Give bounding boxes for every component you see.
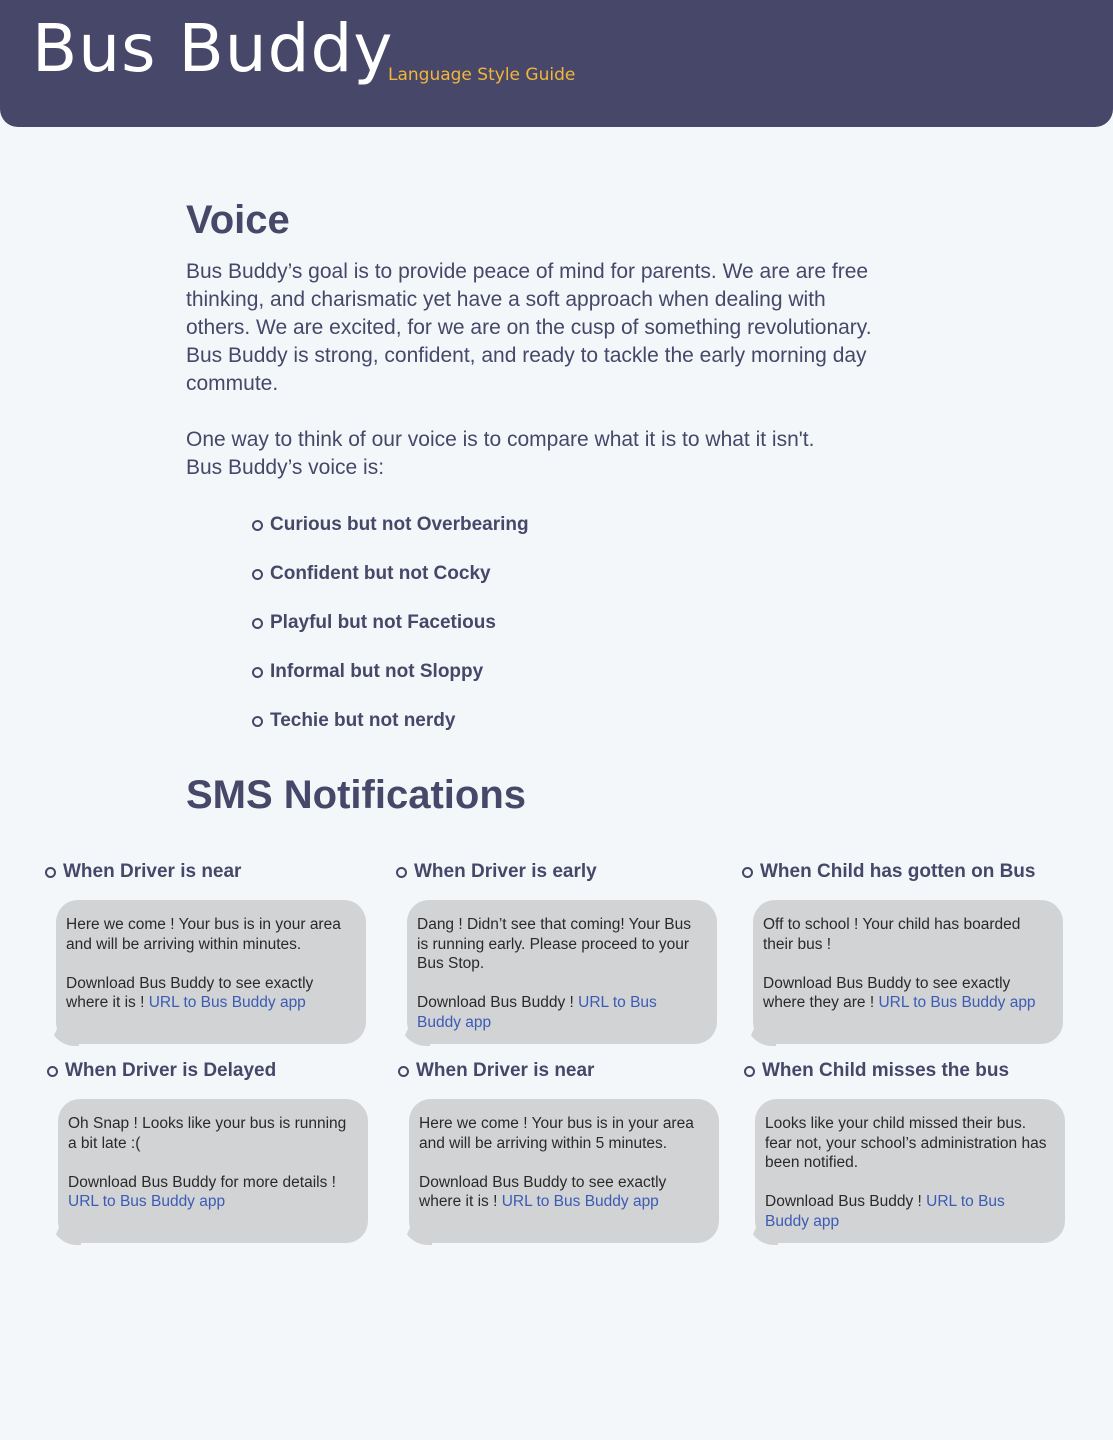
sms-app-link[interactable]: URL to Bus Buddy app (765, 1193, 1005, 1230)
sms-bubble (753, 900, 1063, 1044)
voice-heading: Voice (186, 198, 290, 242)
sms-message-text: Looks like your child missed their bus. fear not, your school’s administration has been notified. Download Bus Buddy ! (765, 1115, 1047, 1211)
guide-subtitle: Language Style Guide (388, 65, 576, 85)
sms-card-label (742, 861, 1035, 883)
trait-item (252, 612, 529, 661)
sms-card-label-text: When Driver is Delayed (65, 1060, 277, 1081)
sms-message-text: Off to school ! Your child has boarded their bus ! Download Bus Buddy to see exactly where they are ! (763, 916, 1021, 1012)
sms-card-label (744, 1060, 1009, 1082)
trait-item (252, 563, 529, 612)
sms-message (765, 1114, 1050, 1232)
sms-bubble (407, 900, 717, 1044)
voice-traits-list (252, 514, 529, 759)
voice-intro-line: Bus Buddy’s voice is: (186, 456, 385, 479)
bubble-tail (49, 1020, 79, 1046)
bullet-circle-icon (252, 618, 263, 629)
sms-card-label (398, 1060, 594, 1082)
sms-message (68, 1114, 353, 1212)
trait-text: Informal but not Sloppy (270, 661, 484, 682)
sms-message (419, 1114, 704, 1212)
bullet-circle-icon (252, 667, 263, 678)
trait-text: Playful but not Facetious (270, 612, 496, 633)
bullet-circle-icon (252, 716, 263, 727)
trait-text: Curious but not Overbearing (270, 514, 529, 535)
sms-bubble (409, 1099, 719, 1243)
bubble-tail (51, 1219, 81, 1245)
bullet-circle-icon (47, 1066, 58, 1077)
sms-app-link[interactable]: URL to Bus Buddy app (878, 994, 1036, 1012)
sms-bubble (56, 900, 366, 1044)
bullet-circle-icon (252, 569, 263, 580)
sms-message-text: Here we come ! Your bus is in your area and will be arriving within minutes. Download Bus Buddy to see exactly where it is ! (66, 916, 341, 1012)
sms-card-label-text: When Child misses the bus (762, 1060, 1010, 1081)
trait-text: Techie but not nerdy (270, 710, 456, 731)
sms-message-text: Oh Snap ! Looks like your bus is running a bit late :( Download Bus Buddy for more details ! (68, 1115, 347, 1191)
trait-text: Confident but not Cocky (270, 563, 491, 584)
bullet-circle-icon (396, 867, 407, 878)
bullet-circle-icon (744, 1066, 755, 1077)
sms-message (763, 915, 1048, 1013)
sms-bubble (58, 1099, 368, 1243)
sms-card-label-text: When Driver is near (63, 861, 242, 882)
bubble-tail (746, 1020, 776, 1046)
sms-app-link[interactable]: URL to Bus Buddy app (417, 994, 657, 1031)
sms-card-label (47, 1060, 276, 1082)
sms-bubble (755, 1099, 1065, 1243)
trait-item (252, 661, 529, 710)
sms-card-label (396, 861, 597, 883)
sms-card-label-text: When Driver is early (414, 861, 597, 882)
bullet-circle-icon (45, 867, 56, 878)
sms-card-label-text: When Child has gotten on Bus (760, 861, 1036, 882)
sms-card-label-text: When Driver is near (416, 1060, 595, 1081)
bullet-circle-icon (742, 867, 753, 878)
sms-card-label (45, 861, 241, 883)
voice-compare-line: One way to think of our voice is to compare what it is to what it isn't. (186, 428, 815, 451)
brand-title: Bus Buddy (32, 10, 394, 87)
sms-app-link[interactable]: URL to Bus Buddy app (68, 1193, 226, 1211)
bullet-circle-icon (398, 1066, 409, 1077)
trait-item (252, 514, 529, 563)
sms-message (66, 915, 351, 1013)
header-banner (0, 0, 1113, 127)
sms-app-link[interactable]: URL to Bus Buddy app (148, 994, 306, 1012)
sms-heading: SMS Notifications (186, 773, 527, 817)
bullet-circle-icon (252, 520, 263, 531)
sms-message-text: Dang ! Didn’t see that coming! Your Bus is running early. Please proceed to your Bus Stop. Download Bus Buddy ! (417, 916, 691, 1012)
sms-message-text: Here we come ! Your bus is in your area and will be arriving within 5 minutes. Download Bus Buddy to see exactly where it is ! (419, 1115, 694, 1211)
sms-message (417, 915, 702, 1033)
sms-app-link[interactable]: URL to Bus Buddy app (501, 1193, 659, 1211)
voice-paragraph: Bus Buddy’s goal is to provide peace of mind for parents. We are are free thinking, and charismatic yet have a soft approach when dealing with others. We are excited, for we are on the cusp of something revolutionary. Bus Buddy is strong, confident, and ready to tackle the early morning day commute. (186, 260, 872, 395)
trait-item (252, 710, 529, 759)
bubble-tail (402, 1219, 432, 1245)
